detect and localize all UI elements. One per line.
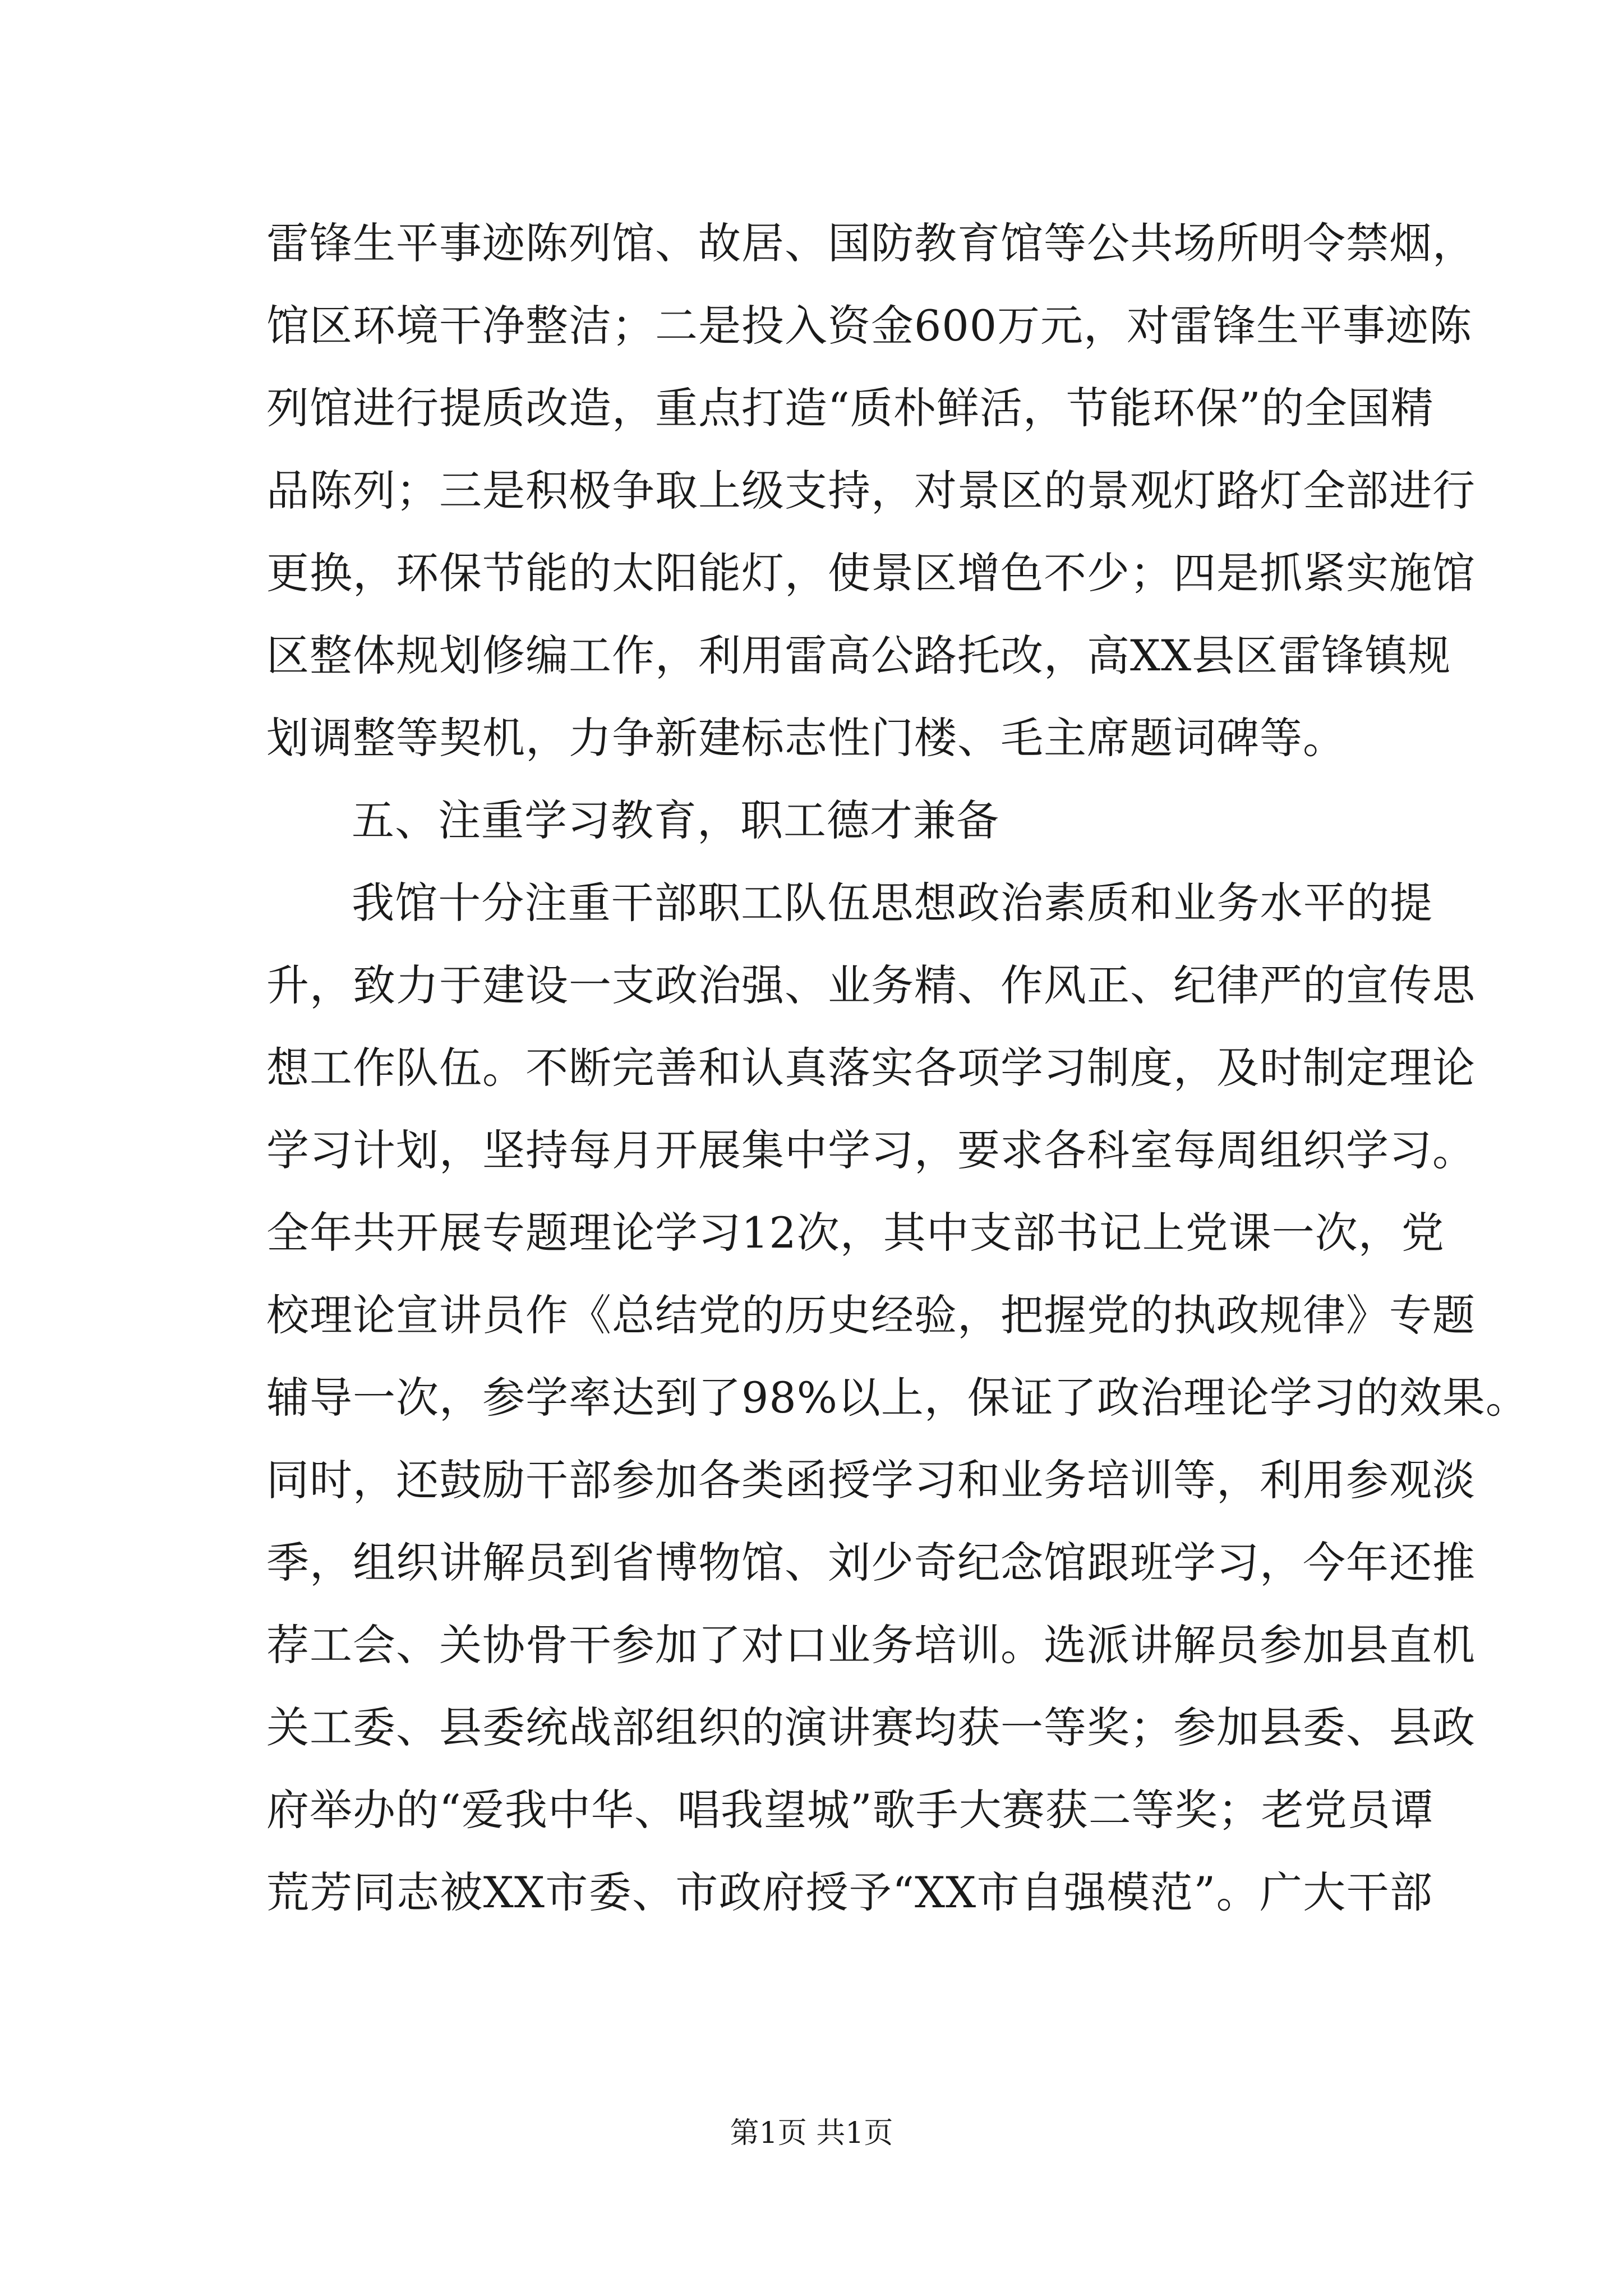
body-line: 升，致力于建设一支政治强、业务精、作风正、纪律严的宣传思 [266, 960, 1476, 1010]
body-line: 荒芳同志被XX市委、市政府授予“XX市自强模范”。广大干部 [266, 1867, 1433, 1917]
body-line: 馆区环境干净整洁；二是投入资金600万元，对雷锋生平事迹陈 [266, 301, 1473, 351]
body-line: 更换，环保节能的太阳能灯，使景区增色不少；四是抓紧实施馆 [266, 548, 1476, 598]
page-number: 第1页 共1页 [730, 2116, 893, 2150]
page-footer [0, 2109, 1623, 2151]
body-line: 想工作队伍。不断完善和认真落实各项学习制度，及时制定理论 [266, 1043, 1476, 1093]
body-line: 区整体规划修编工作，利用雷高公路托改，高XX县区雷锋镇规 [266, 631, 1451, 680]
body-line: 荐工会、关协骨干参加了对口业务培训。选派讲解员参加县直机 [266, 1620, 1476, 1670]
body-line: 雷锋生平事迹陈列馆、故居、国防教育馆等公共场所明令禁烟， [266, 218, 1476, 268]
body-line: 划调整等契机，力争新建标志性门楼、毛主席题词碑等。 [266, 713, 1346, 763]
body-line: 校理论宣讲员作《总结党的历史经验，把握党的执政规律》专题 [266, 1290, 1476, 1340]
body-line: 品陈列；三是积极争取上级支持，对景区的景观灯路灯全部进行 [266, 466, 1476, 516]
body-line: 同时，还鼓励干部参加各类函授学习和业务培训等，利用参观淡 [266, 1455, 1476, 1505]
body-line: 辅导一次，参学率达到了98%以上，保证了政治理论学习的效果。 [266, 1373, 1529, 1423]
body-line: 列馆进行提质改造，重点打造“质朴鲜活，节能环保”的全国精 [266, 383, 1434, 433]
body-line: 全年共开展专题理论学习12次，其中支部书记上党课一次，党 [266, 1208, 1445, 1258]
body-line: 季，组织讲解员到省博物馆、刘少奇纪念馆跟班学习，今年还推 [266, 1538, 1476, 1588]
body-line: 府举办的“爱我中华、唱我望城”歌手大赛获二等奖；老党员谭 [266, 1785, 1434, 1835]
section-heading: 五、注重学习教育，职工德才兼备 [352, 795, 999, 845]
body-line: 学习计划，坚持每月开展集中学习，要求各科室每周组织学习。 [266, 1125, 1476, 1175]
body-line: 我馆十分注重干部职工队伍思想政治素质和业务水平的提 [352, 878, 1433, 928]
body-line: 关工委、县委统战部组织的演讲赛均获一等奖；参加县委、县政 [266, 1703, 1476, 1752]
document-body [266, 202, 1529, 1934]
